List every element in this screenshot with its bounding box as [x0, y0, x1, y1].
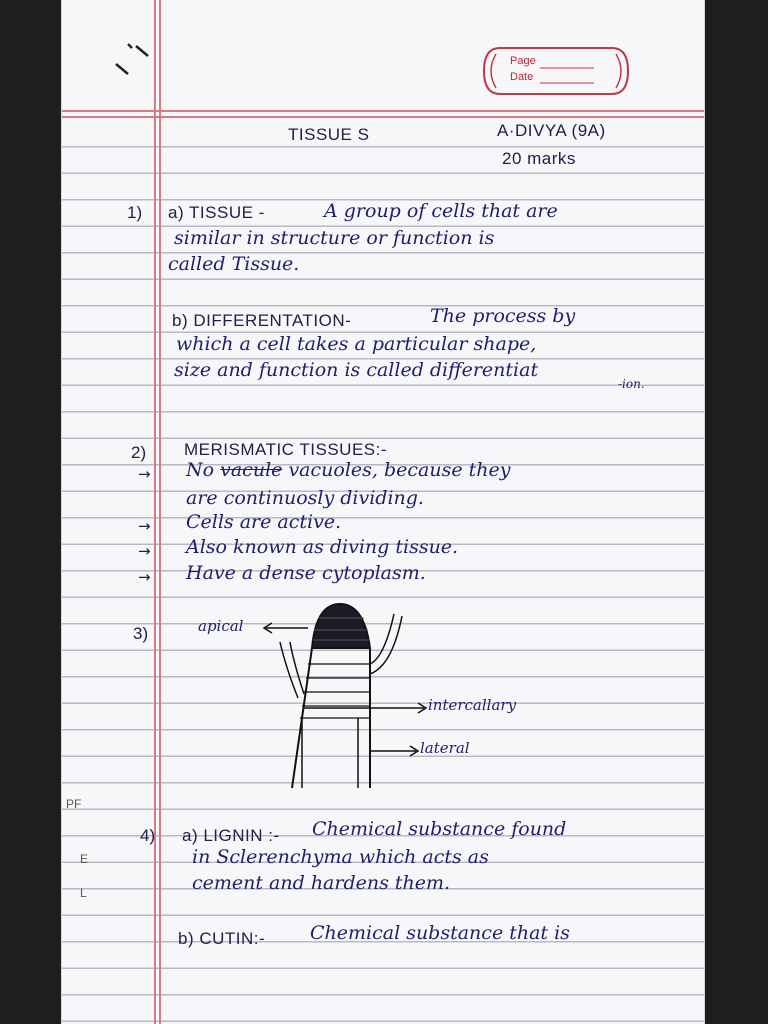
question-4-number: 4) — [140, 826, 156, 845]
label-apical: apical — [198, 617, 244, 635]
author-name: A·DIVYA (9A) — [497, 121, 606, 140]
q1a-line2: similar in structure or function is — [174, 227, 495, 249]
notebook-page — [62, 0, 704, 1024]
q1a-line3: called Tissue. — [168, 253, 300, 275]
q2-heading: MERISMATIC TISSUES:- — [184, 440, 388, 459]
q1b-line3: size and function is called differentiat — [174, 359, 539, 381]
q2-item4: Have a dense cytoplasm. — [186, 562, 426, 584]
question-3-number: 3) — [133, 624, 149, 643]
margin-line-left — [154, 0, 156, 1024]
arrow-icon: → — [138, 517, 151, 535]
q1b-label: b) DIFFERENTATION- — [172, 311, 352, 330]
margin-line-left-inner — [159, 0, 161, 1024]
q4b-label: b) CUTIN:- — [178, 929, 266, 948]
q2-item1-line2: are continuosly dividing. — [186, 487, 424, 509]
q1b-line4: -ion. — [618, 377, 645, 391]
label-lateral: lateral — [420, 739, 470, 757]
header-rule-inner — [62, 116, 704, 118]
arrow-icon: → — [138, 568, 151, 586]
q2-item3: Also known as diving tissue. — [186, 536, 459, 558]
arrow-icon: → — [138, 465, 151, 483]
q2-item2: Cells are active. — [186, 511, 342, 533]
stamp-page-label: Page — [510, 55, 536, 67]
edge-mark-3: L — [80, 886, 87, 900]
page-title: TISSUE S — [288, 125, 370, 144]
q1a-line1: A group of cells that are — [324, 200, 558, 222]
question-1-number: 1) — [127, 203, 143, 222]
stamp-date-label: Date — [510, 71, 534, 83]
q4a-line2: in Sclerenchyma which acts as — [192, 846, 489, 868]
header-rule — [62, 110, 704, 112]
arrow-icon: → — [138, 542, 151, 560]
q4a-line3: cement and hardens them. — [192, 872, 451, 894]
q1b-line1: The process by — [430, 305, 576, 327]
marks-label: 20 marks — [502, 149, 576, 168]
q4a-line1: Chemical substance found — [312, 818, 567, 840]
question-2-number: 2) — [131, 443, 147, 462]
page-date-stamp — [478, 42, 634, 100]
q2-item1: No vacule vacuoles, because they — [186, 459, 511, 481]
q4a-label: a) LIGNIN :- — [182, 826, 280, 845]
q1b-line2: which a cell takes a particular shape, — [176, 333, 537, 355]
edge-mark-2: E — [80, 852, 89, 866]
edge-mark-1: PF — [66, 797, 82, 811]
q4b-line1: Chemical substance that is — [310, 922, 570, 944]
stamp-border-icon — [478, 42, 634, 100]
q1a-label: a) TISSUE - — [168, 203, 265, 222]
label-intercallary: intercallary — [428, 696, 517, 714]
punch-marks — [114, 42, 154, 82]
